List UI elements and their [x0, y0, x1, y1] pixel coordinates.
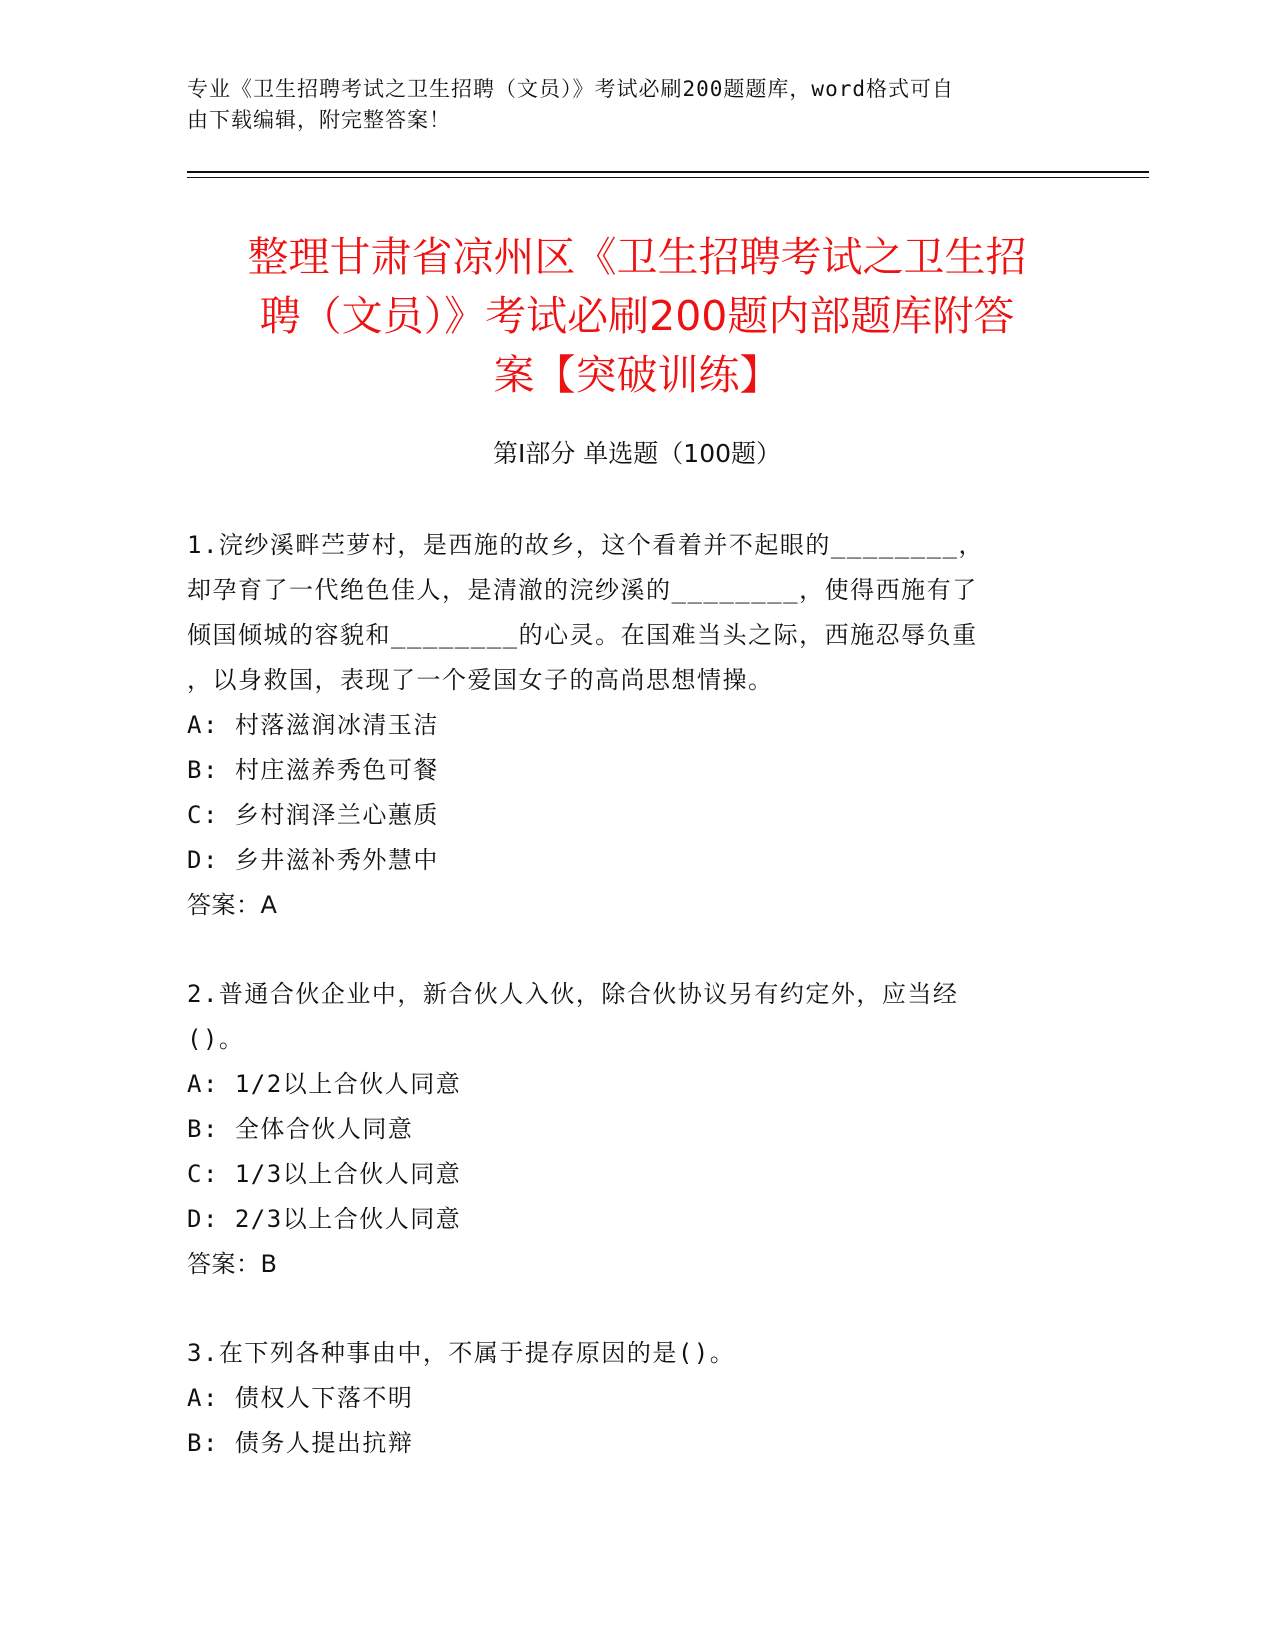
question-option: B: 全体合伙人同意 — [187, 1115, 414, 1143]
question-stem-line: ，以身救国，表现了一个爱国女子的高尚思想情操。 — [187, 666, 774, 694]
question-stem-line: ()。 — [187, 1025, 245, 1053]
question-answer: 答案：A — [187, 891, 278, 919]
question-option: A: 债权人下落不明 — [187, 1384, 414, 1412]
document-title — [187, 228, 1087, 405]
question-stem-line: 却孕育了一代绝色佳人，是清澈的浣纱溪的________，使得西施有了 — [187, 576, 978, 604]
header-note-line: 专业《卫生招聘考试之卫生招聘（文员）》考试必刷200题题库，word格式可自 — [187, 77, 954, 101]
question-option: A: 村落滋润冰清玉洁 — [187, 711, 439, 739]
question-stem-line: 3.在下列各种事由中，不属于提存原因的是()。 — [187, 1339, 736, 1367]
question-option: B: 债务人提出抗辩 — [187, 1429, 414, 1457]
question-list — [187, 523, 1067, 1510]
header-note — [187, 74, 1067, 136]
question-answer: 答案：B — [187, 1250, 278, 1278]
question-option: C: 1/3以上合伙人同意 — [187, 1160, 462, 1188]
question-item — [187, 523, 1067, 928]
question-option: D: 2/3以上合伙人同意 — [187, 1205, 462, 1233]
question-option: C: 乡村润泽兰心蕙质 — [187, 801, 439, 829]
section-heading: 第I部分 单选题（100题） — [492, 439, 782, 468]
question-stem-line: 2.普通合伙企业中，新合伙人入伙，除合伙协议另有约定外，应当经 — [187, 980, 959, 1008]
header-note-line: 由下载编辑，附完整答案！ — [187, 108, 451, 132]
title-line: 案【突破训练】 — [493, 351, 781, 399]
question-option: A: 1/2以上合伙人同意 — [187, 1070, 462, 1098]
title-line: 整理甘肃省凉州区《卫生招聘考试之卫生招 — [247, 233, 1027, 281]
question-item — [187, 972, 1067, 1287]
header-divider-thick — [187, 171, 1149, 173]
question-option: B: 村庄滋养秀色可餐 — [187, 756, 439, 784]
title-line: 聘（文员）》考试必刷200题内部题库附答 — [259, 292, 1015, 340]
question-item — [187, 1331, 1067, 1466]
question-option: D: 乡井滋补秀外慧中 — [187, 846, 439, 874]
header-divider-thin — [187, 177, 1149, 178]
question-stem-line: 倾国倾城的容貌和________的心灵。在国难当头之际，西施忍辱负重 — [187, 621, 978, 649]
question-stem-line: 1.浣纱溪畔苎萝村，是西施的故乡，这个看着并不起眼的________， — [187, 531, 984, 559]
